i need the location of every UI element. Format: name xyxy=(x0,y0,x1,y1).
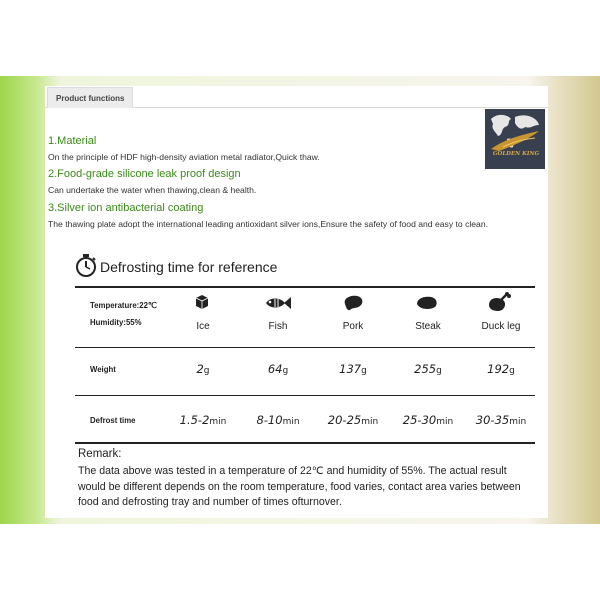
table-top-rule xyxy=(75,286,535,288)
column-label-pork: Pork xyxy=(342,321,364,332)
tab-product-functions[interactable]: Product functions xyxy=(47,87,133,108)
humidity-label: Humidity:55% xyxy=(90,318,142,327)
table-rule-2 xyxy=(75,395,535,396)
brand-logo xyxy=(485,109,545,169)
weight-row-label: Weight xyxy=(90,365,116,374)
function-text-material: On the principle of HDF high-density aviation metal radiator,Quick thaw. xyxy=(48,152,320,162)
weight-cell-pork: 137g xyxy=(339,362,367,376)
remark-text: The data above was tested in a temperature of 22℃ and humidity of 55%. The actual result would be different depends on the room temperature, food varies, contact area varies between food and defrosting tray and number of times ofturnover. xyxy=(78,465,521,508)
product-panel xyxy=(45,86,548,518)
weight-cell-ice: 2g xyxy=(196,362,210,376)
function-title-material: 1.Material xyxy=(48,135,97,147)
tab-strip xyxy=(45,86,548,108)
function-title-silicone: 2.Food-grade silicone leak proof design xyxy=(48,168,241,180)
column-label-fish: Fish xyxy=(268,321,288,332)
logo-text: GOLDEN KING xyxy=(492,151,540,157)
column-label-ice: Ice xyxy=(196,321,210,332)
table-rule-1 xyxy=(75,347,535,348)
function-title-silver-ion: 3.Silver ion antibacterial coating xyxy=(48,202,204,214)
time-cell-pork: 20-25min xyxy=(327,413,379,427)
stopwatch-icon xyxy=(75,254,97,278)
time-cell-ice: 1.5-2min xyxy=(179,413,227,427)
weight-cell-fish: 64g xyxy=(267,362,289,376)
weight-cell-steak: 255g xyxy=(414,362,442,376)
remark-title: Remark: xyxy=(78,448,122,460)
defrost-time-row-label: Defrost time xyxy=(90,416,136,425)
weight-cell-duck-leg: 192g xyxy=(487,362,515,376)
steak-icon xyxy=(415,295,439,311)
column-label-duck-leg: Duck leg xyxy=(481,321,521,332)
function-text-silver-ion: The thawing plate adopt the international leading antioxidant silver ions,Ensure the safety of food and easy to clean. xyxy=(48,219,489,229)
table-bottom-rule xyxy=(75,442,535,444)
pork-icon xyxy=(342,294,364,312)
time-cell-steak: 25-30min xyxy=(402,413,454,427)
function-text-silicone: Can undertake the water when thawing,clean & health. xyxy=(48,185,257,195)
duck-leg-icon xyxy=(485,291,511,313)
ice-cube-icon xyxy=(195,294,209,310)
temperature-label: Temperature:22℃ xyxy=(90,301,157,310)
time-cell-duck-leg: 30-35min xyxy=(475,413,527,427)
fish-icon xyxy=(264,296,292,310)
globe-eagle-logo xyxy=(485,109,545,169)
section-title: Defrosting time for reference xyxy=(100,259,278,275)
column-label-steak: Steak xyxy=(415,321,441,332)
time-cell-fish: 8-10min xyxy=(256,413,300,427)
